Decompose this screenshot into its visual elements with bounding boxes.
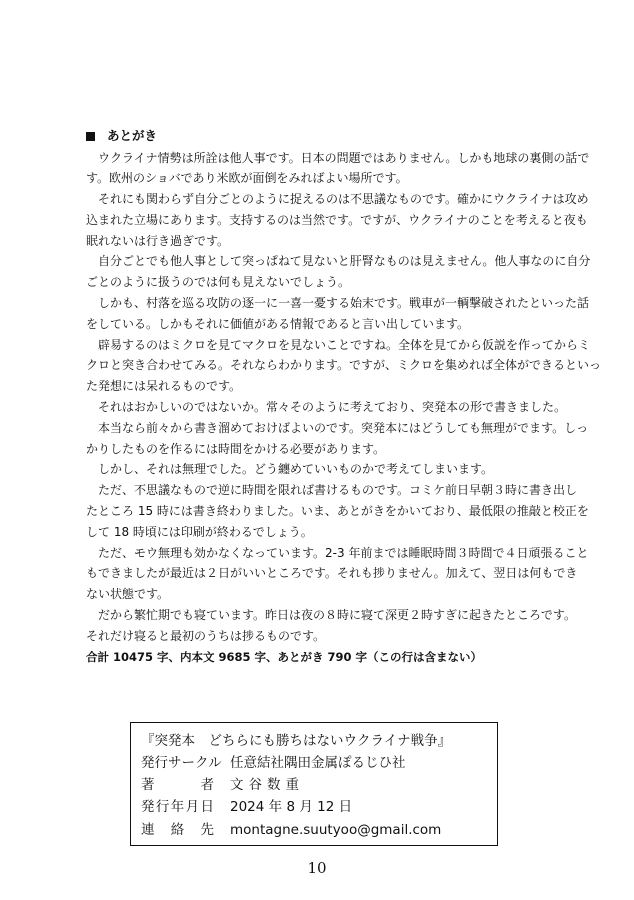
colophon-contact-row	[141, 820, 441, 840]
body-line: をしている。しかもそれに価値がある情報であると言い出しています。	[86, 316, 470, 331]
body-line: 込まれた立場にあります。支持するのは当然です。ですが、ウクライナのことを考えると夜も	[86, 212, 588, 227]
section-heading	[86, 127, 157, 145]
body-line: だから繁忙期でも寝ています。昨日は夜の８時に寝て深更２時すぎに起きたところです。	[98, 608, 576, 623]
date-value: 2024 年 8 月 12 日	[230, 799, 353, 815]
body-line: それはおかしいのではないか。常々そのように考えており、突発本の形で書きました。	[98, 400, 567, 415]
body-line: しかし、それは無理でした。どう纏めていいものかで考えてしまいます。	[98, 462, 494, 477]
body-line: 本当なら前々から書き溜めておけばよいのです。突発本にはどうしても無理がでます。しっ	[98, 420, 589, 435]
body-line: 辟易するのはミクロを見てマクロを見ないことですね。全体を見てから仮説を作ってからミ	[98, 337, 591, 352]
colophon-date-row	[141, 797, 352, 817]
body-line: もできましたが最近は２日がいいところです。それも捗りません。加えて、翌日は何もでき	[86, 566, 578, 581]
afterword-body	[86, 148, 602, 668]
body-line: た発想には呆れるものです。	[86, 379, 242, 394]
body-line: ウクライナ情勢は所詮は他人事です。日本の問題ではありません。しかも地球の裏側の話で	[98, 150, 590, 165]
circle-label: 発行サークル	[141, 755, 222, 771]
body-line: クロと突き合わせてみる。それならわかります。ですが、ミクロを集めれば全体ができるといっ	[86, 358, 602, 373]
character-count-summary: 合計 10475 字、内本文 9685 字、あとがき 790 字（この行は含まない）	[86, 649, 483, 664]
body-line: して 18 時頃には印刷が終わるでしょう。	[86, 524, 313, 539]
section-title: あとがき	[107, 128, 158, 143]
colophon-circle-row	[141, 753, 406, 773]
body-line: ない状態です。	[86, 587, 170, 602]
body-line: 眠れないは行き過ぎです。	[86, 233, 230, 248]
author-label: 著 者	[141, 777, 214, 793]
author-value: 文谷数重	[230, 777, 304, 793]
body-line: かりしたものを作るには時間をかける必要があります。	[86, 441, 386, 456]
circle-value: 任意結社隅田金属ぽるじひ社	[230, 755, 406, 771]
colophon-author-row	[141, 775, 304, 795]
body-line: たところ 15 時には書き終わりました。いま、あとがきをかいており、最低限の推敲と校正を	[86, 504, 589, 519]
body-line: ただ、不思議なもので逆に時間を限れば書けるものです。コミケ前日早朝３時に書き出し	[98, 483, 578, 498]
contact-value: montagne.suutyoo@gmail.com	[230, 822, 442, 838]
body-line: す。欧州のショバであり米欧が面倒をみればよい場所です。	[86, 171, 408, 186]
body-line: しかも、村落を巡る攻防の逐一に一喜一憂する始末です。戦車が一輌撃破されたといった話	[98, 296, 590, 311]
body-line: それだけ寝ると最初のうちは捗るものです。	[86, 628, 326, 643]
date-label: 発 行 年 月 日	[141, 799, 214, 815]
colophon-box	[130, 722, 498, 846]
page-number: 10	[307, 859, 327, 877]
contact-label: 連 絡 先	[141, 822, 214, 838]
colophon-title: 『突発本 どちらにも勝ちはないウクライナ戦争』	[141, 733, 452, 749]
body-line: それにも関わらず自分ごとのように捉えるのは不思議なものです。確かにウクライナは攻め	[98, 192, 589, 207]
body-line: ただ、モウ無理も効かなくなっています。2-3 年前までは睡眠時間３時間で４日頑張ること	[98, 545, 589, 560]
body-line: ごとのように扱うのでは何も見えないでしょう。	[86, 275, 351, 290]
black-square-icon	[86, 132, 95, 141]
colophon-title-row	[141, 731, 451, 751]
body-line: 自分ごとでも他人事として突っぱねて見ないと肝腎なものは見えません。他人事なのに自分	[98, 254, 591, 269]
